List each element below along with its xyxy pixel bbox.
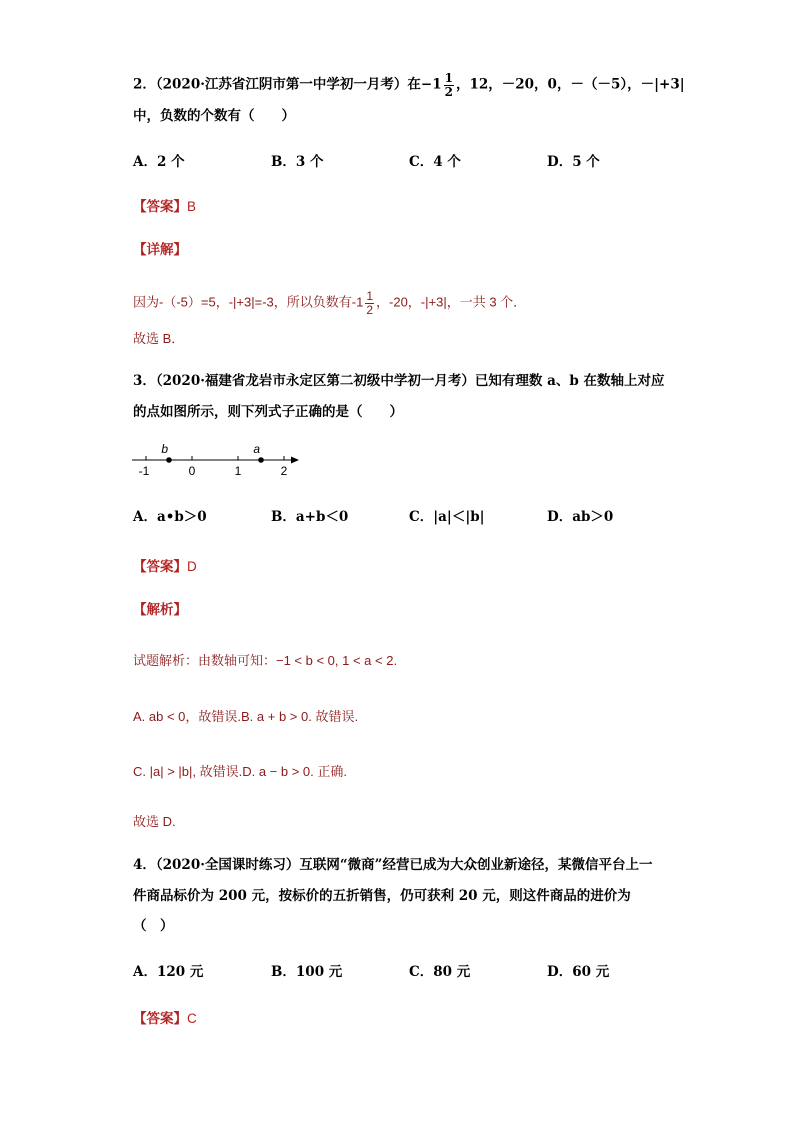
q2-detail-fraction: [365, 290, 374, 316]
point-a-label: a: [253, 442, 260, 456]
q3-analysis-line3: C. |a| > |b|, 故错误.D. a − b > 0. 正确.: [133, 764, 347, 779]
q4-answer: [133, 1012, 197, 1027]
q2-detail-tag: 【详解】: [133, 242, 187, 258]
tick-label-0: 0: [188, 464, 196, 478]
q4-answer-tag: 【答案】: [133, 1011, 187, 1027]
q4-answer-value: C: [187, 1011, 197, 1026]
q3-answer-value: D: [187, 559, 197, 574]
q2-detail-fraction-numerator: 1: [366, 289, 374, 303]
q2-option-d: D．5 个: [547, 154, 600, 170]
q2-conclusion: 故选 B．: [133, 331, 185, 346]
q2-answer-value: B: [187, 199, 197, 214]
q2-stem-line1: [133, 72, 685, 98]
q4-option-b: B．100 元: [271, 964, 343, 980]
q3-conclusion: 故选 D.: [133, 814, 176, 829]
q2-fraction-numerator: 1: [444, 71, 453, 85]
point-b-dot: [166, 457, 172, 463]
q3-option-a: A．a•b＞0: [133, 509, 207, 525]
q2-answer-tag: 【答案】: [133, 199, 187, 215]
q3-option-c: C．|a|＜|b|: [409, 509, 485, 525]
q2-option-b: B．3 个: [271, 154, 324, 170]
q3-option-d: D．ab＞0: [547, 509, 614, 525]
q2-fraction: [444, 72, 454, 98]
q2-detail-suffix: ，-20，-|+3|，一共 3 个．: [376, 294, 527, 310]
q2-detail-prefix: 因为-（-5）=5，-|+3|=-3，所以负数有-1: [133, 294, 364, 310]
q2-option-c: C．4 个: [409, 154, 461, 170]
q2-stem-prefix: 2．（2020·江苏省江阴市第一中学初一月考）在−1: [133, 76, 442, 93]
q2-stem-suffix: ，12，－20，0，－（－5），－|+3|: [455, 76, 685, 93]
q4-option-a: A．120 元: [133, 964, 204, 980]
q4-stem-line1: 4．（2020·全国课时练习）互联网“微商”经营已成为大众创业新途径，某微信平台上一: [133, 857, 653, 873]
q4-stem-line2: 件商品标价为 200 元，按标价的五折销售，仍可获利 20 元，则这件商品的进价为: [133, 888, 631, 904]
q3-number-line: [128, 438, 310, 480]
q2-stem-line2: 中，负数的个数有（ ）: [133, 108, 295, 124]
q3-stem-line1: 3．（2020·福建省龙岩市永定区第二初级中学初一月考）已知有理数 a、b 在数轴上对应: [133, 373, 665, 389]
q4-stem-line3: （ ）: [133, 918, 174, 934]
point-b-label: b: [161, 442, 168, 456]
q2-detail-fraction-denominator: 2: [366, 302, 374, 317]
q3-analysis-tag: 【解析】: [133, 602, 187, 618]
q2-fraction-denominator: 2: [444, 84, 453, 99]
q2-answer: [133, 200, 196, 215]
q3-stem-line2: 的点如图所示，则下列式子正确的是（ ）: [133, 404, 403, 420]
number-line-arrow: [291, 457, 299, 464]
q4-option-d: D．60 元: [547, 964, 610, 980]
q4-option-c: C．80 元: [409, 964, 471, 980]
q3-analysis-line1: 试题解析：由数轴可知：−1 < b < 0, 1 < a < 2.: [133, 653, 398, 668]
q2-detail-text: [133, 290, 526, 316]
tick-label-1: 1: [234, 464, 242, 478]
q2-option-a: A．2 个: [133, 154, 185, 170]
q3-analysis-line2: A. ab < 0，故错误.B. a + b > 0. 故错误.: [133, 709, 359, 724]
q3-answer: [133, 560, 197, 575]
point-a-dot: [258, 457, 264, 463]
tick-label-2: 2: [280, 464, 288, 478]
q3-option-b: B．a+b＜0: [271, 509, 349, 525]
q3-answer-tag: 【答案】: [133, 559, 187, 575]
tick-label-neg1: -1: [138, 464, 150, 478]
